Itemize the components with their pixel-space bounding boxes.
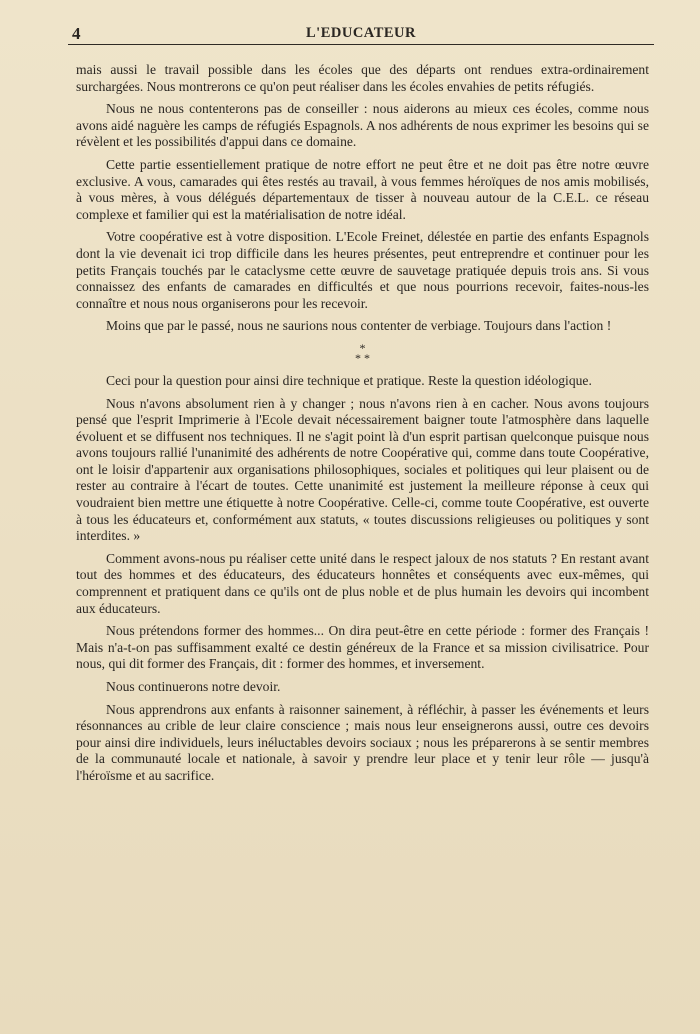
section-separator: * * * xyxy=(355,340,370,365)
page-number: 4 xyxy=(72,24,81,43)
paragraph: Nous ne nous contenterons pas de conseiller : nous aiderons au mieux ces écoles, comme nous avons aidé naguère les camps de réfugiés Espagnols. A nos adhérents de nous exprimer les besoins qui se révèlent et les possibilités d'appui dans ce domaine. xyxy=(76,101,649,150)
paragraph: mais aussi le travail possible dans les écoles que des départs ont rendues extra-ordinairement surchargées. Nous montrerons ce qu'on peut réaliser dans les écoles envahies de petits réfugiés. xyxy=(76,62,649,94)
paragraph: Votre coopérative est à votre disposition. L'Ecole Freinet, délestée en partie des enfants Espagnols dont la vie devenait ici trop difficile dans les heures présentes, peut entreprendre et continuer pour les petits Français touchés par le cataclysme cette œuvre de sauvetage pratiquée depuis trois ans. Si vous connaissez des enfants de camarades en difficultés et que nous pourrions recevoir, faites-nous-les connaître et nous nous organiserons pour les recevoir. xyxy=(76,229,649,311)
article-body xyxy=(76,62,649,791)
paragraph: Moins que par le passé, nous ne saurions nous contenter de verbiage. Toujours dans l'action ! xyxy=(106,318,612,334)
paragraph: Cette partie essentiellement pratique de notre effort ne peut être et ne doit pas être notre œuvre exclusive. A vous, camarades qui êtes restés au travail, à vous femmes héroïques de nos amis mobilisés, à vous mères, à vous délégués départementaux de tisser à nouveau autour de la C.E.L. ce réseau complexe et familier qui est la matérialisation de notre idéal. xyxy=(76,156,649,222)
paragraph: Nous continuerons notre devoir. xyxy=(106,679,281,694)
journal-title: L'EDUCATEUR xyxy=(306,25,416,41)
paragraph: Ceci pour la question pour ainsi dire technique et pratique. Reste la question idéologique. xyxy=(106,372,592,388)
paragraph: Nous apprendrons aux enfants à raisonner sainement, à réfléchir, à passer les événements et leurs résonnances au crible de leur claire conscience ; mais nous leur enseignerons aussi, outre ces devoirs pour ainsi dire individuels, leurs inéluctables devoirs sociaux ; nous les préparerons à se sentir membres de la communauté locale et nationale, à savoir y prendre leur place et y tenir leur rôle — jusqu'à l'héroïsme et au sacrifice. xyxy=(76,701,649,783)
paragraph: Nous prétendons former des hommes... On dira peut-être en cette période : former des Français ! Mais n'a-t-on pas suffisamment exalté ce destin généreux de la France et sa mission civilisatrice. Pour nous, qui dit former des Français, dit : former des hommes, et inversement. xyxy=(76,623,649,672)
page-header xyxy=(68,22,654,45)
paragraph: Comment avons-nous pu réaliser cette unité dans le respect jaloux de nos statuts ? En restant avant tout des hommes et des éducateurs, des éducateurs honnêtes et conséquents avec eux-mêmes, qui comprennent et pratiquent dans ce qu'ils ont de plus noble et de plus humain les devoirs qui incombent aux éducateurs. xyxy=(76,550,649,616)
paragraph: Nous n'avons absolument rien à y changer ; nous n'avons rien à en cacher. Nous avons toujours pensé que l'esprit Imprimerie à l'Ecole devait nécessairement baigner toute l'atmosphère dans laquelle évoluent et se diffusent nos techniques. Il ne s'agit point là d'un esprit partisan quelconque puisque nous avons toujours rallié l'unanimité des adhérents de notre Coopérative qui, comme dans toute Coopérative, ont le loisir d'appartenir aux organisations philosophiques, sociales et politiques qui leur plaisent ou de rester au contraire à l'écart de toutes. Cette unanimité est justement la meilleure réponse à ceux qui voudraient bien mettre une étiquette à notre Coopérative. Celle-ci, comme toute Coopérative, est ouverte à tous les éducateurs et, conformément aux statuts, « toutes discussions religieuses ou politiques y sont interdites. » xyxy=(76,395,649,544)
